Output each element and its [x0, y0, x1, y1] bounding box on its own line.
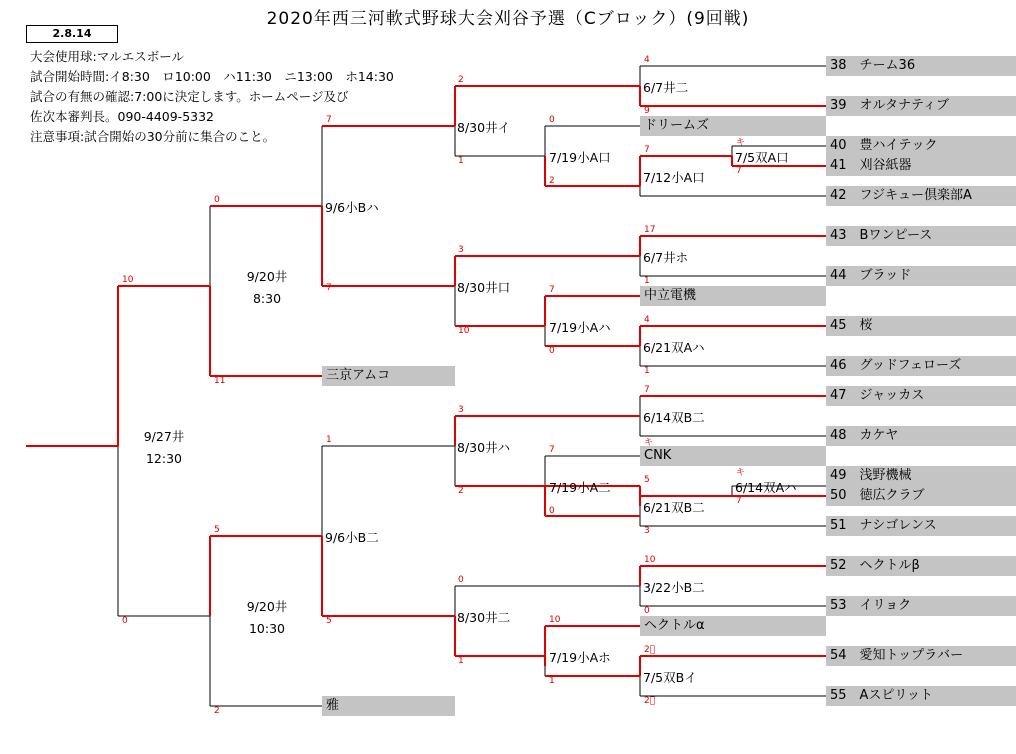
team-41: 41 刈谷紙器 — [826, 156, 1016, 176]
game-label: 6/14双B二 — [643, 410, 705, 425]
score: 0 — [549, 346, 555, 356]
score: 0 — [644, 606, 650, 616]
final-date: 9/27井 — [143, 429, 185, 444]
semi-top-date: 9/20井 — [246, 269, 288, 284]
score: 7 — [736, 166, 742, 176]
team-47: 47 ジャッカス — [826, 386, 1016, 406]
team-43: 43 Bワンピース — [826, 226, 1016, 246]
seed-team-cnk: CNK — [640, 446, 826, 466]
score: 7 — [549, 285, 555, 295]
score: 7 — [644, 145, 650, 155]
seed-team-churitsu: 中立電機 — [640, 286, 826, 306]
game-label: 8/30井イ — [457, 120, 511, 135]
final-time: 12:30 — [145, 451, 183, 466]
semi-top-time: 8:30 — [252, 291, 282, 306]
game-label: 3/22小B二 — [643, 580, 705, 595]
score: 7 — [326, 115, 332, 125]
score: 10 — [458, 326, 470, 336]
game-label: 6/7井二 — [643, 80, 689, 95]
game-label: 8/30井二 — [457, 610, 511, 625]
game-label: 7/19小A二 — [549, 480, 611, 495]
game-label: 7/12小A口 — [643, 170, 705, 185]
score: 7 — [326, 283, 332, 293]
semi-bottom-game — [222, 596, 312, 640]
info-line-confirm: 試合の有無の確認:7:00に決定します。ホームページ及び — [30, 89, 349, 104]
score: 10 — [644, 555, 656, 565]
score: 2 — [458, 75, 464, 85]
game-label: 7/19小Aハ — [549, 320, 611, 335]
game-label: 8/30井ハ — [457, 440, 511, 455]
team-44: 44 ブラッド — [826, 266, 1016, 286]
team-52: 52 ヘクトルβ — [826, 556, 1016, 576]
info-line-times: 試合開始時間:イ8:30 ロ10:00 ハ11:30 ニ13:00 ホ14:30 — [30, 69, 394, 84]
score: 3 — [644, 526, 650, 536]
score: 7 — [549, 445, 555, 455]
score: 0 — [458, 575, 464, 585]
seed-team-dreams: ドリームズ — [640, 116, 826, 136]
team-48: 48 カケヤ — [826, 426, 1016, 446]
score: 1 — [644, 276, 650, 286]
team-46: 46 グッドフェローズ — [826, 356, 1016, 376]
score: 4 — [644, 315, 650, 325]
team-50: 50 徳広クラブ — [826, 486, 1016, 506]
info-line-ball: 大会使用球:マルエスボール — [30, 49, 184, 64]
page-title: 2020年西三河軟式野球大会刈谷予選（Cブロック）(9回戦) — [266, 9, 750, 29]
score: 0 — [549, 506, 555, 516]
score: 0 — [214, 195, 220, 205]
team-40: 40 豊ハイテック — [826, 136, 1016, 156]
team-51: 51 ナシゴレンス — [826, 516, 1016, 536]
score: 2⃝ — [644, 696, 656, 706]
score: 5 — [326, 616, 332, 626]
score: 2 — [458, 486, 464, 496]
semi-bottom-time: 10:30 — [248, 621, 286, 636]
score: 1 — [458, 156, 464, 166]
score: キ — [736, 468, 746, 478]
team-39: 39 オルタナティブ — [826, 96, 1016, 116]
score: 4 — [644, 55, 650, 65]
game-label: 6/14双Aハ — [735, 480, 797, 495]
score: キ — [736, 138, 746, 148]
score: 1 — [326, 435, 332, 445]
info-line-notice: 注意事項:試合開始の30分前に集合のこと。 — [30, 129, 276, 144]
score: 7 — [736, 496, 742, 506]
game-label: 9/6小B二 — [325, 530, 379, 545]
game-label: 7/5双Bイ — [643, 670, 697, 685]
seed-team-miyabi: 雅 — [322, 696, 455, 716]
score: 7 — [644, 385, 650, 395]
score: 3 — [458, 405, 464, 415]
score: 2⃝ — [644, 645, 656, 655]
game-label: 7/19小A口 — [549, 150, 611, 165]
score: 5 — [214, 525, 220, 535]
team-45: 45 桜 — [826, 316, 1016, 336]
score: 10 — [122, 275, 134, 285]
seed-team-hector-alpha: ヘクトルα — [640, 616, 826, 636]
score: 9 — [644, 106, 650, 116]
score: 0 — [122, 616, 128, 626]
game-label: 6/21双B二 — [643, 500, 705, 515]
game-label: 8/30井口 — [457, 280, 511, 295]
team-53: 53 イリョク — [826, 596, 1016, 616]
score: 1 — [644, 366, 650, 376]
team-38: 38 チーム36 — [826, 56, 1016, 76]
score: 11 — [214, 376, 226, 386]
score: 1 — [458, 656, 464, 666]
semi-bottom-date: 9/20井 — [246, 599, 288, 614]
final-game — [124, 426, 204, 470]
score: 2 — [549, 176, 555, 186]
score: 17 — [644, 225, 656, 235]
score: 1 — [549, 676, 555, 686]
score: 2 — [214, 706, 220, 716]
team-42: 42 フジキュー倶楽部A — [826, 186, 1016, 206]
game-label: 9/6小Bハ — [325, 200, 379, 215]
score: キ — [644, 438, 654, 448]
team-49: 49 浅野機械 — [826, 466, 1016, 486]
team-55: 55 Aスピリット — [826, 686, 1016, 706]
date-box: 2.8.14 — [26, 25, 118, 43]
seed-team-sankyo: 三京アムコ — [322, 366, 455, 386]
score: 5 — [644, 475, 650, 485]
score: 10 — [549, 615, 561, 625]
game-label: 6/7井ホ — [643, 250, 689, 265]
game-label: 7/19小Aホ — [549, 650, 611, 665]
game-label: 6/21双Aハ — [643, 340, 705, 355]
semi-top-game — [222, 266, 312, 310]
score: 3 — [458, 245, 464, 255]
info-line-referee: 佐次本審判長。090-4409-5332 — [30, 109, 215, 124]
team-54: 54 愛知トップラバー — [826, 646, 1016, 666]
score: 0 — [549, 115, 555, 125]
game-label: 7/5双A口 — [735, 150, 789, 165]
